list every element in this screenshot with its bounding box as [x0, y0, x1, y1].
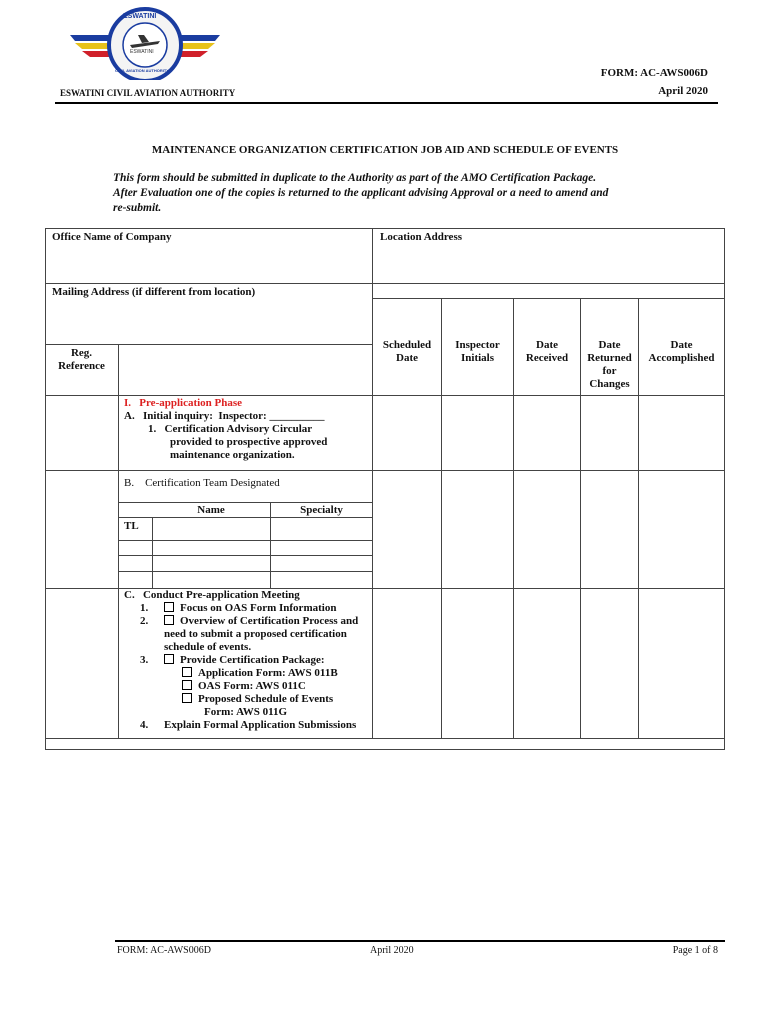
c3-sub-2: OAS Form: AWS 011C [140, 680, 358, 693]
checkbox[interactable] [164, 654, 174, 664]
authority-logo [70, 5, 220, 80]
logo-text-center: ESWATINI [130, 49, 154, 55]
col-scheduled-date: Scheduled Date [382, 339, 432, 364]
section-i-a: A. Initial inquiry: Inspector: __________ [124, 410, 325, 422]
team-col-specialty: Specialty [300, 504, 343, 516]
form-code: FORM: AC-AWS006D [600, 67, 708, 79]
col-reg-reference: Reg. Reference [58, 347, 105, 372]
checkbox[interactable] [164, 615, 174, 625]
c-item-2: 2. Overview of Certification Process and [140, 615, 359, 627]
c-item-4: 4. Explain Formal Application Submissions [140, 719, 357, 731]
col-date-returned: Date Returned for Changes [587, 339, 632, 390]
checkbox[interactable] [182, 693, 192, 703]
mailing-address-label: Mailing Address (if different from location) [52, 286, 256, 298]
section-i-title: I. Pre-application Phase [124, 397, 243, 409]
footer-rule [115, 940, 725, 942]
checkbox[interactable] [164, 602, 174, 612]
footer-page: Page 1 of 8 [672, 945, 718, 956]
org-name: ESWATINI CIVIL AVIATION AUTHORITY [60, 88, 236, 98]
checkbox[interactable] [182, 667, 192, 677]
location-address-label: Location Address [380, 231, 463, 243]
c3-sub-1: Application Form: AWS 011B [140, 667, 358, 680]
logo-text-bottom: CIVIL AVIATION AUTHORITY [115, 68, 169, 73]
instruction-line-2: After Evaluation one of the copies is returned to the applicant advising Approval or a need to amend and [113, 187, 609, 199]
office-name-label: Office Name of Company [52, 231, 172, 243]
instruction-line-1: This form should be submitted in duplicate to the Authority as part of the AMO Certification Package. [113, 172, 597, 184]
col-inspector-initials: Inspector Initials [455, 339, 500, 364]
footer-form-code: FORM: AC-AWS006D [117, 945, 211, 956]
checkbox[interactable] [182, 680, 192, 690]
section-i-b: B. Certification Team Designated [124, 477, 280, 489]
page-title: MAINTENANCE ORGANIZATION CERTIFICATION JOB AID AND SCHEDULE OF EVENTS [151, 144, 619, 156]
section-i-a1: 1. Certification Advisory Circular provided to prospective approved maintenance organization. [148, 423, 328, 461]
header-date: April 2020 [658, 85, 708, 97]
c3-sub-3: Proposed Schedule of Events [140, 693, 358, 706]
instruction-line-3: re-submit. [113, 202, 162, 214]
team-row-tl: TL [124, 520, 139, 532]
c-item-3: 3. Provide Certification Package: [140, 654, 325, 666]
footer-date: April 2020 [370, 945, 414, 956]
col-date-received: Date Received [525, 339, 569, 364]
instructions [113, 171, 608, 216]
header-rule [55, 102, 718, 104]
logo-text-top: ESWATINI [123, 13, 157, 20]
section-i-c: C. Conduct Pre-application Meeting [124, 589, 300, 601]
col-date-accomplished: Date Accomplished [648, 339, 715, 364]
section-i-c-list: 1. Focus on OAS Form Information 2. Overview of Certification Process and need to submit a proposed certification schedule of events. 3. Provide Certification Package: Application Form: AWS 011B OAS Form: AWS 011C Proposed Schedule of Events Form: AWS 011G 4. Explain Formal Application Submissions [140, 602, 359, 731]
c-item-1: 1. Focus on OAS Form Information [140, 602, 337, 614]
team-col-name: Name [197, 504, 225, 516]
